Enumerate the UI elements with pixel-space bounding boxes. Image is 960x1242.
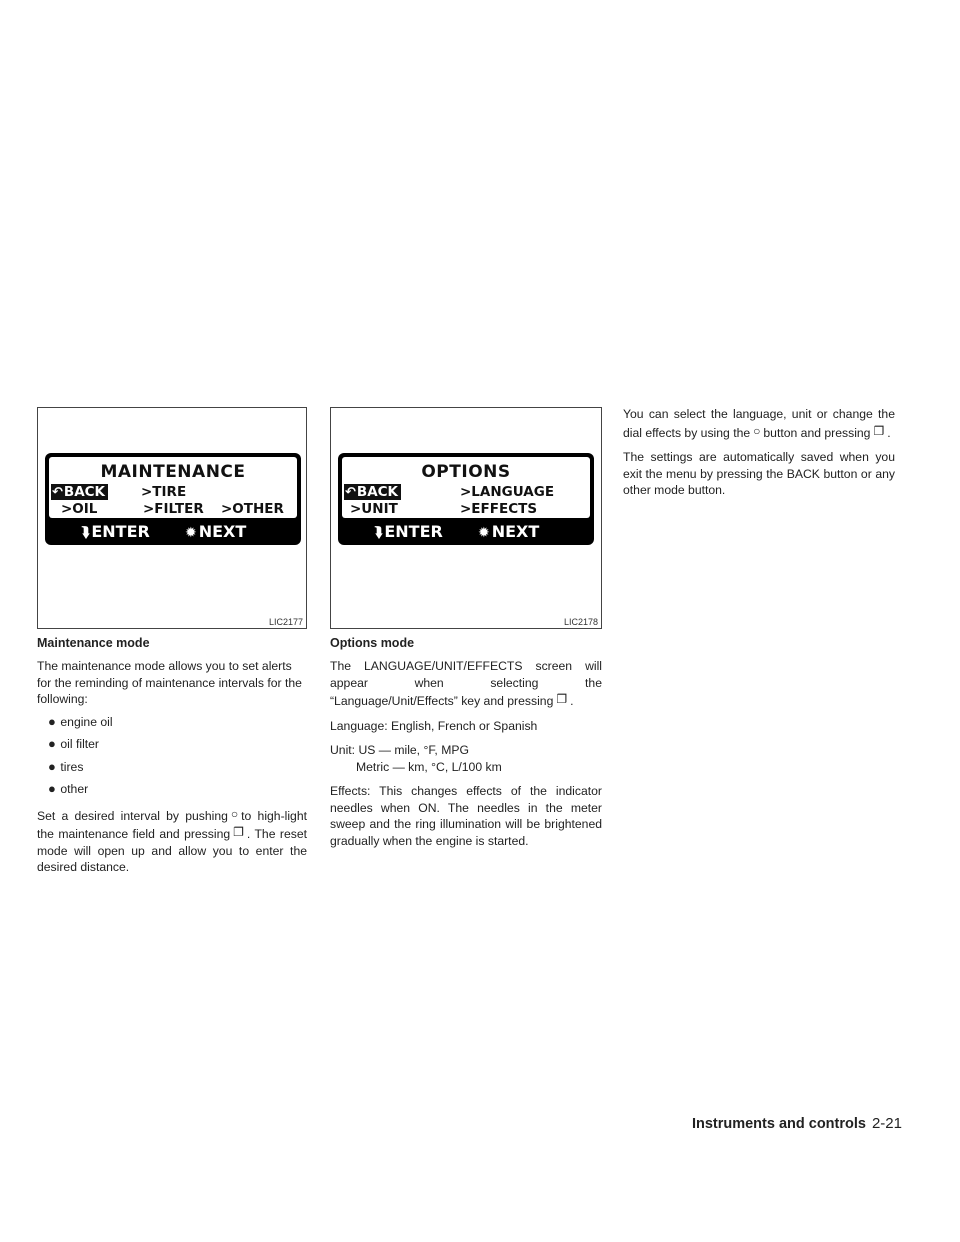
figure-code: LIC2178 [563, 617, 598, 627]
circle-icon: ○ [230, 806, 239, 821]
maintenance-intro: The maintenance mode allows you to set alerts for the reminding of maintenance intervals for the following: [37, 659, 302, 706]
options-unit-us: Unit: US — mile, °F, MPG [330, 743, 469, 757]
enter-icon: ❐ [556, 692, 568, 706]
options-back-item [344, 484, 401, 500]
enter-icon: ⮯ [81, 525, 90, 541]
back-label: BACK [356, 484, 399, 500]
maintenance-oil-item: >OIL [61, 501, 98, 517]
page-number: 2-21 [871, 1115, 902, 1132]
col3-paragraph-2: The settings are automatically saved when you exit the menu by pressing the BACK button or any other mode button. [623, 450, 895, 497]
col3-paragraph-1: You can select the language, unit or change the dial effects by using the ○ button and pressing ❐ . [623, 407, 895, 440]
list-item: ● tires [48, 758, 84, 774]
enter-icon: ❐ [233, 825, 244, 839]
maintenance-next-label: ✹ NEXT [185, 522, 247, 541]
options-effects-item: >EFFECTS [460, 501, 538, 517]
options-heading: Options mode [330, 636, 415, 650]
maintenance-figure [37, 407, 307, 629]
maintenance-instructions: Set a desired interval by pushing ○ to high-light the maintenance field and pressing ❐ . The reset mode will open up and allow you to enter the desired distance. [37, 806, 307, 874]
options-enter-label: ⮯ ENTER [374, 522, 443, 541]
enter-icon: ❐ [873, 423, 885, 438]
circle-icon: ○ [753, 423, 761, 438]
maintenance-back-item [51, 484, 108, 500]
options-unit-metric: Metric — km, °C, L/100 km [356, 759, 502, 774]
column-3 [623, 406, 895, 499]
maintenance-display [45, 453, 301, 545]
back-arrow-icon: ↶ [345, 485, 356, 500]
page-footer [692, 1115, 902, 1132]
list-item: ● oil filter [48, 736, 99, 751]
back-label: BACK [63, 484, 106, 500]
options-effects: Effects: This changes effects of the indicator needles when ON. The needles in the meter sweep and the ring illumination will be brightened gradually when the engine is started. [330, 784, 602, 848]
maintenance-enter-label: ⮯ ENTER [81, 522, 150, 541]
section-title: Instruments and controls [691, 1116, 866, 1132]
maintenance-display-panel [49, 457, 297, 518]
maintenance-title: MAINTENANCE [100, 462, 246, 482]
column-2 [330, 407, 602, 849]
maintenance-list [37, 714, 307, 798]
maintenance-tire-item: >TIRE [141, 484, 187, 500]
options-unit-item: >UNIT [350, 501, 398, 517]
list-item: ● other [48, 781, 89, 796]
options-figure [330, 407, 602, 629]
options-title: OPTIONS [421, 462, 511, 482]
dial-icon: ✹ [185, 525, 197, 541]
dial-icon: ✹ [478, 525, 490, 541]
enter-icon: ⮯ [374, 525, 383, 541]
figure-code: LIC2177 [268, 617, 303, 627]
options-display-panel [342, 457, 590, 518]
options-display [338, 453, 594, 545]
options-language: Language: English, French or Spanish [330, 718, 538, 733]
column-1 [37, 407, 307, 876]
maintenance-heading: Maintenance mode [37, 636, 150, 650]
options-language-item: >LANGUAGE [460, 484, 555, 500]
back-arrow-icon: ↶ [52, 485, 63, 500]
maintenance-filter-item: >FILTER [143, 501, 204, 517]
list-item: ● engine oil [48, 713, 113, 729]
maintenance-other-item: >OTHER [221, 501, 284, 517]
options-intro: The LANGUAGE/UNIT/EFFECTS screen will appear when selecting the “Language/Unit/Effects” key and pressing ❐ . [330, 659, 602, 708]
options-next-label: ✹ NEXT [478, 522, 540, 541]
